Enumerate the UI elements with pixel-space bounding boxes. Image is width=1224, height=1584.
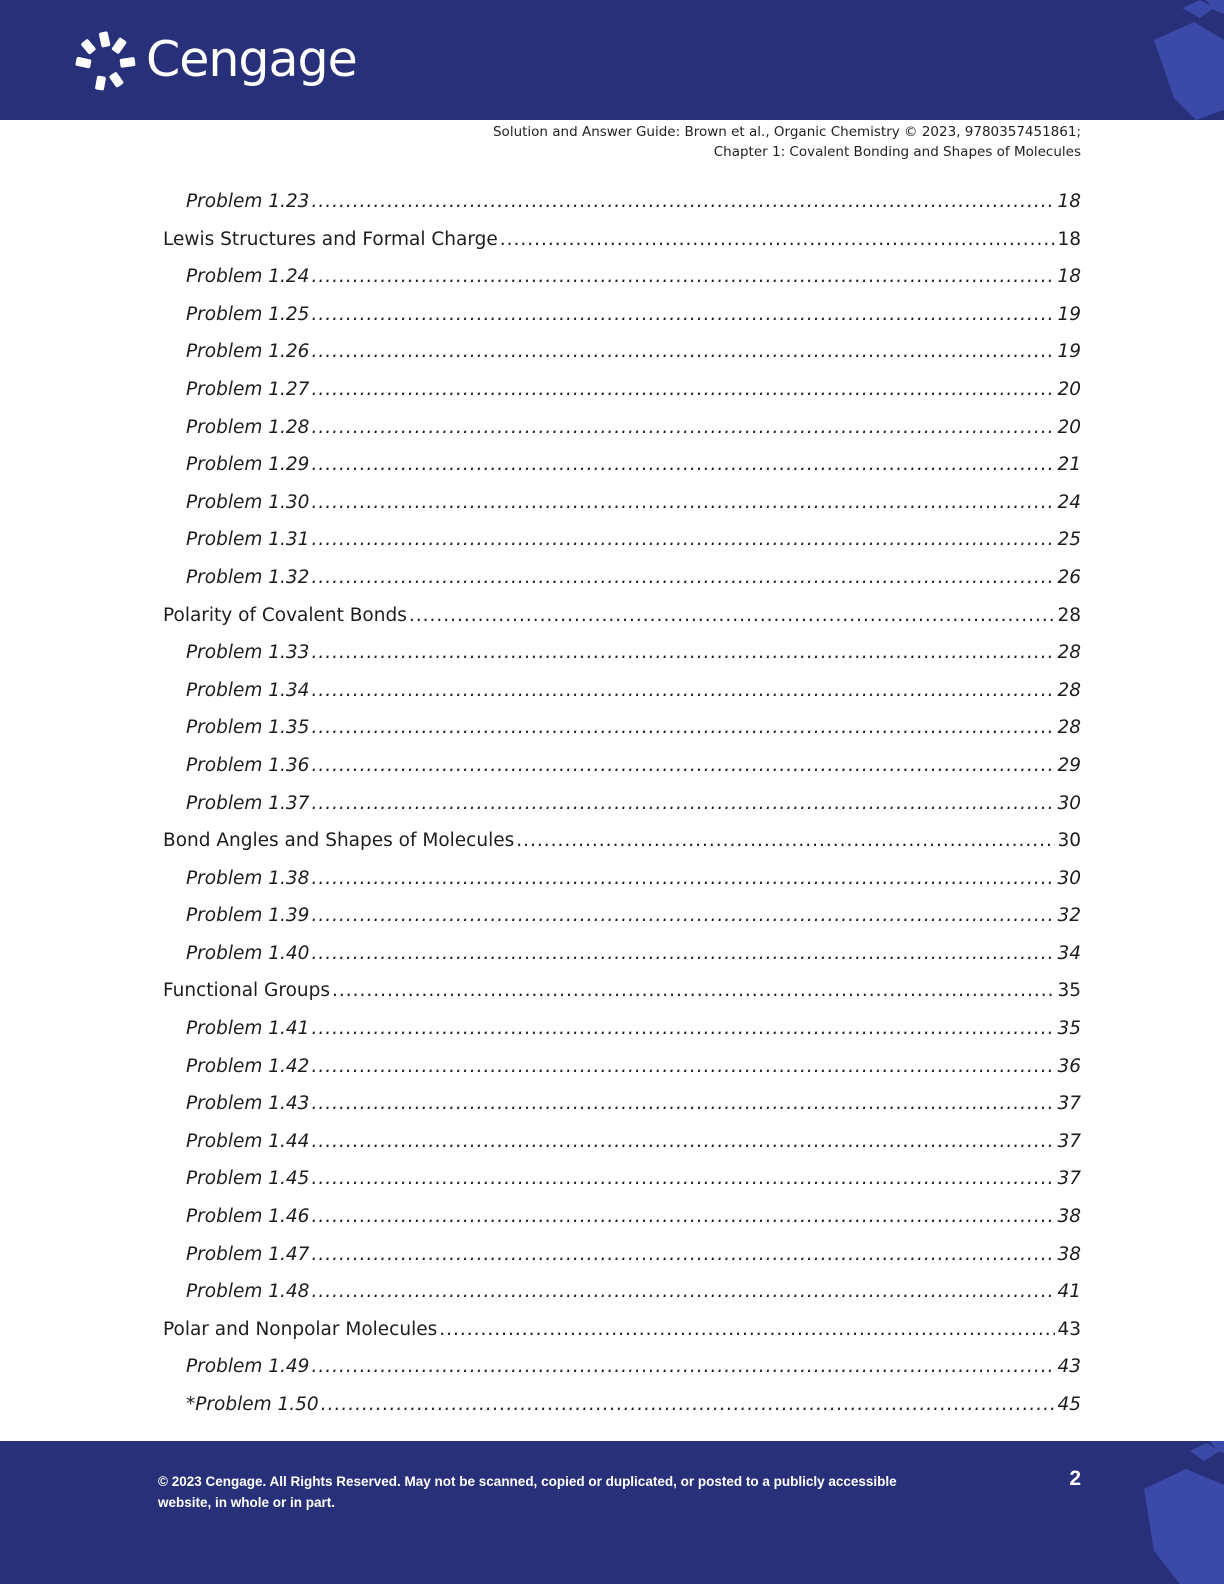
toc-entry-page: 28 [1057, 679, 1081, 701]
dot-leader [311, 1206, 1055, 1227]
toc-problem-entry[interactable] [163, 191, 1081, 229]
toc-entry-label: Problem 1.49 [186, 1356, 310, 1378]
dot-leader [311, 191, 1055, 212]
toc-problem-entry[interactable] [163, 454, 1081, 492]
copyright-notice: © 2023 Cengage. All Rights Reserved. May not be scanned, copied or duplicated, or posted to a publicly accessible website, in whole or in part. [158, 1474, 897, 1510]
dot-leader [311, 1168, 1055, 1189]
dot-leader [311, 793, 1055, 814]
toc-problem-entry[interactable] [163, 905, 1081, 943]
toc-entry-page: 38 [1057, 1206, 1081, 1228]
toc-entry-page: 29 [1057, 754, 1081, 776]
toc-problem-entry[interactable] [163, 1394, 1081, 1432]
toc-entry-page: 41 [1057, 1281, 1081, 1303]
toc-entry-label: Problem 1.44 [186, 1130, 310, 1152]
toc-entry-page: 37 [1057, 1168, 1081, 1190]
toc-section-entry[interactable] [163, 830, 1081, 868]
toc-entry-page: 25 [1057, 529, 1081, 551]
toc-entry-label: Problem 1.42 [186, 1055, 310, 1077]
toc-entry-label: Problem 1.37 [186, 792, 310, 814]
toc-entry-label: Problem 1.46 [186, 1206, 310, 1228]
toc-entry-page: 30 [1057, 792, 1081, 814]
toc-entry-page: 32 [1057, 905, 1081, 927]
toc-problem-entry[interactable] [163, 1281, 1081, 1319]
dot-leader [332, 980, 1055, 1001]
toc-entry-label: Problem 1.23 [186, 191, 310, 212]
dot-leader [311, 755, 1055, 776]
dot-leader [311, 1356, 1055, 1377]
dot-leader [311, 304, 1055, 325]
toc-entry-label: Problem 1.29 [186, 454, 310, 476]
toc-problem-entry[interactable] [163, 1056, 1081, 1094]
toc-entry-page: 20 [1057, 378, 1081, 400]
toc-entry-page: 43 [1057, 1356, 1081, 1378]
toc-entry-page: 28 [1057, 717, 1081, 739]
footer-band [0, 1441, 1224, 1584]
toc-entry-label: *Problem 1.50 [186, 1394, 319, 1415]
dot-leader [311, 943, 1055, 964]
toc-problem-entry[interactable] [163, 793, 1081, 831]
doc-info-line-1: Solution and Answer Guide: Brown et al., Organic Chemistry © 2023, 9780357451861; [492, 124, 1081, 140]
dot-leader [311, 341, 1055, 362]
doc-info-line-2: Chapter 1: Covalent Bonding and Shapes of Molecules [713, 144, 1081, 160]
toc-problem-entry[interactable] [163, 304, 1081, 342]
toc-problem-entry[interactable] [163, 492, 1081, 530]
toc-entry-label: Problem 1.36 [186, 754, 310, 776]
toc-entry-label: Problem 1.38 [186, 867, 310, 889]
page-number: 2 [1069, 1467, 1081, 1490]
toc-problem-entry[interactable] [163, 341, 1081, 379]
toc-problem-entry[interactable] [163, 1244, 1081, 1282]
toc-entry-page: 18 [1057, 228, 1081, 250]
toc-entry-page: 26 [1057, 566, 1081, 588]
dot-leader [311, 529, 1055, 550]
toc-entry-label: Problem 1.40 [186, 942, 310, 964]
dot-leader [311, 567, 1055, 588]
toc-entry-page: 30 [1057, 867, 1081, 889]
cengage-logo [72, 28, 357, 92]
dot-leader [311, 1131, 1055, 1152]
toc-entry-page: 43 [1057, 1318, 1081, 1340]
toc-entry-page: 24 [1057, 491, 1081, 513]
toc-entry-page: 19 [1057, 303, 1081, 325]
toc-entry-page: 37 [1057, 1093, 1081, 1115]
toc-entry-label: Problem 1.48 [186, 1281, 310, 1303]
toc-entry-page: 28 [1057, 604, 1081, 626]
toc-entry-page: 38 [1057, 1243, 1081, 1265]
toc-entry-page: 35 [1057, 1018, 1081, 1040]
corner-decoration [1134, 0, 1224, 120]
toc-problem-entry[interactable] [163, 529, 1081, 567]
dot-leader [311, 642, 1055, 663]
toc-entry-page: 21 [1057, 454, 1081, 476]
toc-entry-page: 18 [1057, 266, 1081, 288]
toc-entry-label: Problem 1.31 [186, 529, 310, 551]
toc-problem-entry[interactable] [163, 1206, 1081, 1244]
dot-leader [311, 266, 1055, 287]
corner-decoration [1134, 1441, 1224, 1584]
toc-entry-label: Polarity of Covalent Bonds [163, 604, 407, 626]
toc-problem-entry[interactable] [163, 567, 1081, 605]
toc-entry-label: Lewis Structures and Formal Charge [163, 228, 498, 250]
toc-problem-entry[interactable] [163, 1168, 1081, 1206]
toc-problem-entry[interactable] [163, 680, 1081, 718]
dot-leader [516, 830, 1055, 851]
toc-section-entry[interactable] [163, 1319, 1081, 1357]
toc-section-entry[interactable] [163, 980, 1081, 1018]
dot-leader [321, 1394, 1056, 1415]
toc-section-entry[interactable] [163, 229, 1081, 267]
toc-entry-label: Polar and Nonpolar Molecules [163, 1318, 438, 1340]
dot-leader [311, 1018, 1055, 1039]
cengage-burst-icon [72, 28, 138, 92]
dot-leader [311, 1281, 1055, 1302]
dot-leader [311, 1056, 1055, 1077]
dot-leader [311, 379, 1055, 400]
dot-leader [311, 492, 1055, 513]
toc-problem-entry[interactable] [163, 379, 1081, 417]
toc-entry-label: Problem 1.33 [186, 642, 310, 664]
toc-entry-label: Problem 1.35 [186, 717, 310, 739]
toc-entry-page: 19 [1057, 341, 1081, 363]
toc-entry-page: 20 [1057, 416, 1081, 438]
toc-problem-entry[interactable] [163, 717, 1081, 755]
toc-entry-label: Bond Angles and Shapes of Molecules [163, 830, 515, 852]
toc-entry-page: 37 [1057, 1130, 1081, 1152]
toc-entry-label: Problem 1.30 [186, 491, 310, 513]
toc-entry-label: Functional Groups [163, 980, 331, 1002]
toc-entry-label: Problem 1.27 [186, 378, 310, 400]
toc-entry-label: Problem 1.28 [186, 416, 310, 438]
toc-problem-entry[interactable] [163, 1018, 1081, 1056]
toc-problem-entry[interactable] [163, 943, 1081, 981]
toc-entry-label: Problem 1.39 [186, 905, 310, 927]
dot-leader [311, 717, 1055, 738]
dot-leader [311, 1093, 1055, 1114]
toc-entry-label: Problem 1.45 [186, 1168, 310, 1190]
document-info [493, 122, 1081, 162]
toc-problem-entry[interactable] [163, 755, 1081, 793]
toc-entry-label: Problem 1.32 [186, 566, 310, 588]
toc-entry-page: 28 [1057, 642, 1081, 664]
dot-leader [311, 868, 1055, 889]
toc-problem-entry[interactable] [163, 642, 1081, 680]
toc-entry-page: 35 [1057, 980, 1081, 1002]
toc-entry-label: Problem 1.24 [186, 266, 310, 288]
dot-leader [311, 905, 1055, 926]
toc-section-entry[interactable] [163, 605, 1081, 643]
dot-leader [311, 680, 1055, 701]
dot-leader [311, 417, 1055, 438]
brand-name: Cengage [146, 31, 357, 88]
toc-problem-entry[interactable] [163, 868, 1081, 906]
toc-entry-label: Problem 1.26 [186, 341, 310, 363]
toc-problem-entry[interactable] [163, 1356, 1081, 1394]
table-of-contents [163, 191, 1081, 1432]
header-band [0, 0, 1224, 120]
toc-entry-page: 36 [1057, 1055, 1081, 1077]
toc-entry-label: Problem 1.25 [186, 303, 310, 325]
dot-leader [439, 1319, 1055, 1340]
toc-entry-page: 18 [1057, 191, 1081, 212]
dot-leader [409, 605, 1056, 626]
toc-problem-entry[interactable] [163, 417, 1081, 455]
toc-entry-label: Problem 1.34 [186, 679, 310, 701]
toc-entry-page: 45 [1057, 1394, 1081, 1415]
toc-problem-entry[interactable] [163, 1131, 1081, 1169]
toc-entry-label: Problem 1.41 [186, 1018, 310, 1040]
toc-problem-entry[interactable] [163, 266, 1081, 304]
toc-entry-label: Problem 1.47 [186, 1243, 310, 1265]
dot-leader [311, 1244, 1055, 1265]
toc-entry-label: Problem 1.43 [186, 1093, 310, 1115]
toc-entry-page: 34 [1057, 942, 1081, 964]
toc-problem-entry[interactable] [163, 1093, 1081, 1131]
toc-entry-page: 30 [1057, 830, 1081, 852]
dot-leader [311, 454, 1055, 475]
dot-leader [500, 229, 1056, 250]
